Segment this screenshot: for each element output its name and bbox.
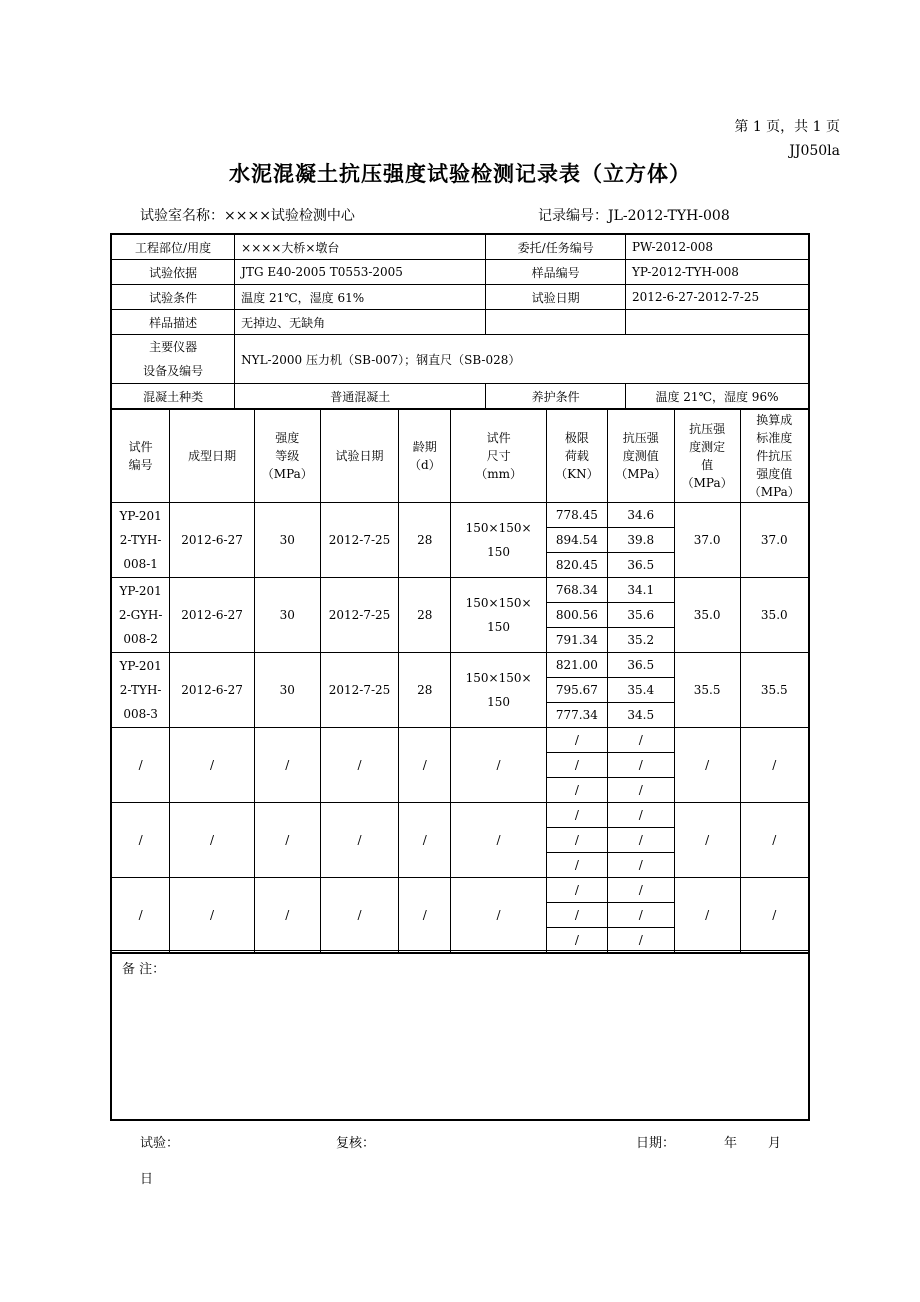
specimen-size <box>451 803 547 878</box>
size-line: / <box>496 758 501 772</box>
specimen-id <box>111 653 170 728</box>
load-value: / <box>546 928 607 954</box>
table-row <box>111 578 809 603</box>
strength-value: / <box>607 753 674 778</box>
specimen-id-line: 008-2 <box>123 632 158 646</box>
specimen-id-line: 008-1 <box>123 557 158 571</box>
header-age <box>399 410 451 503</box>
converted-value: / <box>740 803 809 878</box>
grade: / <box>254 728 320 803</box>
load-value: 795.67 <box>546 678 607 703</box>
size-line: 150 <box>487 620 511 634</box>
header-test-date: 试验日期 <box>320 410 399 503</box>
specimen-id-line: YP-201 <box>119 659 162 673</box>
empty-cell <box>625 310 809 335</box>
header-specimen <box>111 410 170 503</box>
test-date-label: 试验日期 <box>486 285 626 310</box>
curing-label: 养护条件 <box>486 384 626 410</box>
header-line: 强度 <box>275 431 300 445</box>
equip-label-line: 主要仪器 <box>149 340 198 354</box>
header-line: 度测定 <box>689 440 726 454</box>
project-value: ××××大桥×墩台 <box>235 234 486 260</box>
day-label: 日 <box>140 1172 154 1187</box>
specimen-id-line: / <box>138 908 143 922</box>
age: 28 <box>399 578 451 653</box>
load-value: / <box>546 728 607 753</box>
strength-value: 35.2 <box>607 628 674 653</box>
strength-value: / <box>607 728 674 753</box>
equip-label-line: 设备及编号 <box>143 364 204 378</box>
specimen-size <box>451 878 547 954</box>
converted-value: / <box>740 728 809 803</box>
specimen-size <box>451 578 547 653</box>
specimen-id <box>111 578 170 653</box>
equip-value: NYL-2000 压力机（SB-007）；钢直尺（SB-028） <box>235 335 809 384</box>
specimen-size <box>451 503 547 578</box>
strength-value: / <box>607 778 674 803</box>
specimen-id <box>111 878 170 954</box>
strength-value: 39.8 <box>607 528 674 553</box>
client-label: 委托/任务编号 <box>486 234 626 260</box>
age: / <box>399 878 451 954</box>
cast-date: / <box>170 878 255 954</box>
test-date: 2012-7-25 <box>320 653 399 728</box>
determined-value: 35.0 <box>674 578 740 653</box>
header-line: 试件 <box>486 431 511 445</box>
specimen-id-line: 2-TYH- <box>119 683 162 697</box>
size-line: 150 <box>487 695 511 709</box>
sample-no-label: 样品编号 <box>486 260 626 285</box>
specimen-id-line: / <box>138 758 143 772</box>
header-line: 龄期 <box>412 440 437 454</box>
header-line: 荷载 <box>564 449 589 463</box>
page-number: 第 1 页，共 1 页 <box>734 119 840 135</box>
load-value: / <box>546 753 607 778</box>
header-line: （mm） <box>475 467 522 481</box>
specimen-id-line: 2-GYH- <box>118 608 163 622</box>
header-line: （MPa） <box>615 467 667 481</box>
strength-value: / <box>607 853 674 878</box>
test-date-value: 2012-6-27-2012-7-25 <box>625 285 809 310</box>
load-value: / <box>546 803 607 828</box>
header-cast-date: 成型日期 <box>170 410 255 503</box>
specimen-size <box>451 728 547 803</box>
strength-value: 34.6 <box>607 503 674 528</box>
load-value: / <box>546 853 607 878</box>
lab-name: 试验室名称：××××试验检测中心 <box>140 208 355 224</box>
determined-value: / <box>674 878 740 954</box>
condition-label: 试验条件 <box>111 285 235 310</box>
remarks-label: 备 注： <box>122 962 166 977</box>
header-grade <box>254 410 320 503</box>
specimen-id <box>111 803 170 878</box>
grade: 30 <box>254 653 320 728</box>
grade: 30 <box>254 503 320 578</box>
size-line: / <box>496 833 501 847</box>
test-date: / <box>320 878 399 954</box>
load-value: / <box>546 878 607 903</box>
strength-value: / <box>607 928 674 954</box>
size-line: 150 <box>487 545 511 559</box>
load-value: 791.34 <box>546 628 607 653</box>
header-line: 抗压强 <box>689 422 726 436</box>
load-value: 777.34 <box>546 703 607 728</box>
sample-no-value: YP-2012-TYH-008 <box>625 260 809 285</box>
load-value: / <box>546 778 607 803</box>
converted-value: 35.0 <box>740 578 809 653</box>
specimen-id-line: YP-201 <box>119 509 162 523</box>
project-label: 工程部位/用度 <box>111 234 235 260</box>
header-row <box>111 410 809 503</box>
load-value: 800.56 <box>546 603 607 628</box>
strength-value: 34.1 <box>607 578 674 603</box>
table-row <box>111 803 809 828</box>
strength-value: 36.5 <box>607 653 674 678</box>
strength-value: 35.6 <box>607 603 674 628</box>
header-line: 度测值 <box>622 449 659 463</box>
test-date: 2012-7-25 <box>320 578 399 653</box>
strength-value: 34.5 <box>607 703 674 728</box>
concrete-value: 普通混凝土 <box>235 384 486 410</box>
test-date: / <box>320 803 399 878</box>
form-code: JJ050la <box>789 143 840 159</box>
strength-value: / <box>607 828 674 853</box>
grade: / <box>254 803 320 878</box>
header-size <box>451 410 547 503</box>
load-value: / <box>546 828 607 853</box>
cast-date: 2012-6-27 <box>170 653 255 728</box>
info-table <box>110 233 810 410</box>
header-line: 编号 <box>128 458 153 472</box>
header-line: （KN） <box>555 467 599 481</box>
age: / <box>399 728 451 803</box>
specimen-id-line: YP-201 <box>119 584 162 598</box>
size-line: 150×150× <box>465 671 532 685</box>
specimen-size <box>451 653 547 728</box>
determined-value: 35.5 <box>674 653 740 728</box>
table-row <box>111 503 809 528</box>
desc-label: 样品描述 <box>111 310 235 335</box>
empty-cell <box>486 310 626 335</box>
strength-value: / <box>607 803 674 828</box>
table-row <box>111 728 809 753</box>
cast-date: / <box>170 803 255 878</box>
determined-value: / <box>674 728 740 803</box>
strength-value: / <box>607 878 674 903</box>
specimen-id-line: 008-3 <box>123 707 158 721</box>
header-line: 等级 <box>275 449 300 463</box>
grade: / <box>254 878 320 954</box>
converted-value: 37.0 <box>740 503 809 578</box>
header-line: 极限 <box>564 431 589 445</box>
load-value: 894.54 <box>546 528 607 553</box>
header-line: （MPa） <box>748 485 800 499</box>
header-line: 强度值 <box>756 467 793 481</box>
load-value: 821.00 <box>546 653 607 678</box>
load-value: 778.45 <box>546 503 607 528</box>
results-table <box>110 409 810 954</box>
test-date: 2012-7-25 <box>320 503 399 578</box>
header-line: 尺寸 <box>486 449 511 463</box>
specimen-id-line: / <box>138 833 143 847</box>
document-title: 水泥混凝土抗压强度试验检测记录表（立方体） <box>229 161 691 186</box>
age: / <box>399 803 451 878</box>
size-line: / <box>496 908 501 922</box>
header-determined <box>674 410 740 503</box>
basis-value: JTG E40-2005 T0553-2005 <box>235 260 486 285</box>
header-line: 标准度 <box>756 431 793 445</box>
table-row <box>111 653 809 678</box>
basis-label: 试验依据 <box>111 260 235 285</box>
page-info <box>734 115 840 163</box>
test-date: / <box>320 728 399 803</box>
tester-label: 试验： <box>140 1136 180 1151</box>
converted-value: / <box>740 878 809 954</box>
header-line: （MPa） <box>261 467 313 481</box>
header-load <box>546 410 607 503</box>
curing-value: 温度 21℃，湿度 96% <box>625 384 809 410</box>
client-value: PW-2012-008 <box>625 234 809 260</box>
header-line: 换算成 <box>756 413 793 427</box>
cast-date: / <box>170 728 255 803</box>
load-value: / <box>546 903 607 928</box>
header-line: 抗压强 <box>622 431 659 445</box>
equip-label <box>111 335 235 384</box>
age: 28 <box>399 503 451 578</box>
header-line: 件抗压 <box>756 449 793 463</box>
cast-date: 2012-6-27 <box>170 578 255 653</box>
load-value: 820.45 <box>546 553 607 578</box>
reviewer-label: 复核： <box>336 1136 376 1151</box>
year-label: 年 <box>724 1136 738 1151</box>
load-value: 768.34 <box>546 578 607 603</box>
strength-value: / <box>607 903 674 928</box>
header-line: 值 <box>701 458 714 472</box>
header-line: 试件 <box>128 440 153 454</box>
specimen-id <box>111 503 170 578</box>
determined-value: / <box>674 803 740 878</box>
header-strength <box>607 410 674 503</box>
header-line: （d） <box>408 458 441 472</box>
table-row <box>111 878 809 903</box>
record-number: 记录编号：JL-2012-TYH-008 <box>538 208 730 224</box>
strength-value: 36.5 <box>607 553 674 578</box>
header-converted <box>740 410 809 503</box>
grade: 30 <box>254 578 320 653</box>
age: 28 <box>399 653 451 728</box>
month-label: 月 <box>768 1136 782 1151</box>
condition-value: 温度 21℃，湿度 61% <box>235 285 486 310</box>
remarks-box <box>110 950 810 1121</box>
converted-value: 35.5 <box>740 653 809 728</box>
concrete-label: 混凝土种类 <box>111 384 235 410</box>
determined-value: 37.0 <box>674 503 740 578</box>
specimen-id <box>111 728 170 803</box>
specimen-id-line: 2-TYH- <box>119 533 162 547</box>
strength-value: 35.4 <box>607 678 674 703</box>
header-line: （MPa） <box>681 476 733 490</box>
size-line: 150×150× <box>465 596 532 610</box>
cast-date: 2012-6-27 <box>170 503 255 578</box>
date-label: 日期： <box>636 1136 676 1151</box>
desc-value: 无掉边、无缺角 <box>235 310 486 335</box>
size-line: 150×150× <box>465 521 532 535</box>
